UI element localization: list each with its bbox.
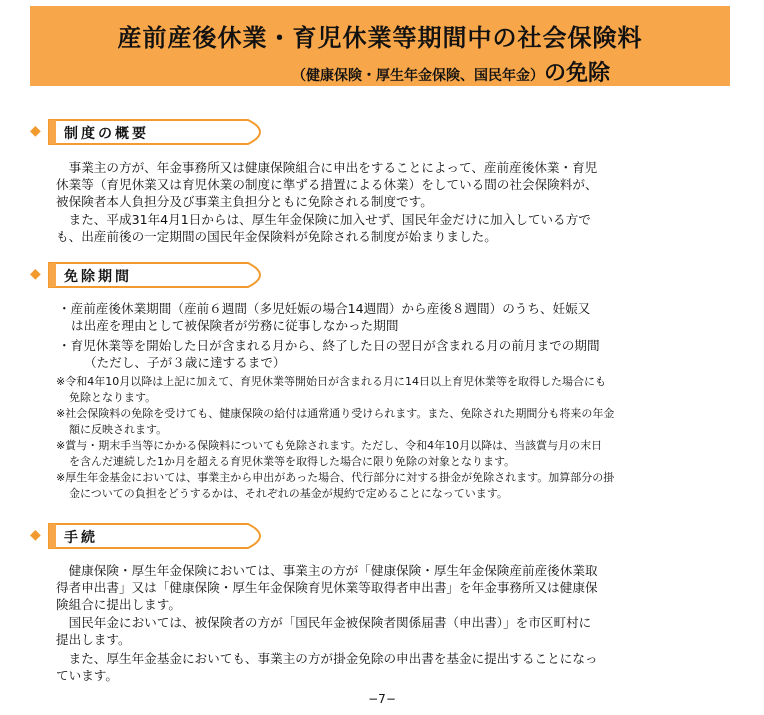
procedure-paragraph-3 — [56, 650, 726, 684]
orange-diamond-icon: ◆ — [30, 266, 41, 282]
exemption-note-3 — [56, 438, 736, 470]
subtitle-main: の免除 — [543, 61, 610, 86]
page-title: 産前産後休業・育児休業等期間中の社会保険料 — [117, 24, 643, 52]
section-heading-label: 手続 — [64, 530, 98, 546]
text-line: 金についての負担をどうするかは、それぞれの基金が規約で定めることになっています。 — [69, 487, 508, 500]
text-line: 提出します。 — [56, 632, 131, 647]
text-line: を含んだ連続した1か月を超える育児休業等を取得した場合に限り免除の対象となります。 — [69, 455, 516, 468]
text-line: 険組合に提出します。 — [56, 597, 181, 612]
orange-diamond-icon: ◆ — [30, 527, 41, 543]
text-line: 事業主の方が、年金事務所又は健康保険組合に申出をすることによって、産前産後休業・育児 — [56, 160, 598, 175]
text-line: 被保険者本人負担分及び事業主負担分ともに免除される制度です。 — [56, 194, 433, 209]
text-line: ※賞与・期末手当等にかかる保険料についても免除されます。ただし、令和4年10月以降は、当該賞与月の末日 — [56, 439, 603, 452]
text-line: ています。 — [56, 668, 118, 683]
text-line: 休業等（育児休業又は育児休業の制度に準ずる措置による休業）をしている間の社会保険料が、 — [56, 177, 598, 192]
orange-diamond-icon: ◆ — [30, 123, 41, 139]
exemption-note-1 — [56, 374, 736, 406]
section-heading-label: 免除期間 — [64, 269, 132, 285]
text-line: ※令和4年10月以降は上記に加えて、育児休業等開始日が含まれる月に14日以上育児休業等を取得した場合にも — [56, 375, 606, 388]
exemption-note-2 — [56, 406, 736, 438]
text-line: ・育児休業等を開始した日が含まれる月から、終了した日の翌日が含まれる月の前月までの期間 — [58, 338, 600, 353]
text-line: また、厚生年金基金においても、事業主の方が掛金免除の申出書を基金に提出することになっ — [56, 651, 598, 666]
text-line: ・産前産後休業期間（産前６週間（多児妊娠の場合14週間）から産後８週間）のうち、妊娠又 — [58, 301, 591, 316]
section-heading-label: 制度の概要 — [64, 126, 149, 142]
text-line: は出産を理由として被保険者が労務に従事しなかった期間 — [71, 318, 399, 333]
page-number: −7− — [368, 692, 396, 706]
text-line: 額に反映されます。 — [69, 423, 168, 436]
text-line: も、出産前後の一定期間の国民年金保険料が免除される制度が始まりました。 — [56, 229, 497, 244]
procedure-paragraph-2 — [56, 614, 726, 648]
exemption-bullet-1 — [58, 300, 728, 334]
text-line: また、平成31年4月1日からは、厚生年金保険に加入せず、国民年金だけに加入している方で — [56, 212, 591, 227]
exemption-bullet-2 — [58, 337, 728, 371]
exemption-note-4 — [56, 470, 736, 502]
text-line: 健康保険・厚生年金保険においては、事業主の方が「健康保険・厚生年金保険産前産後休業取 — [56, 563, 598, 578]
text-line: ※社会保険料の免除を受けても、健康保険の給付は通常通り受けられます。また、免除された期間分も将来の年金 — [56, 407, 615, 420]
text-line: 得者申出書」又は「健康保険・厚生年金保険育児休業等取得者申出書」を年金事務所又は健康保 — [56, 580, 598, 595]
overview-paragraph-2 — [56, 211, 726, 245]
text-line: （ただし、子が３歳に達するまで） — [84, 355, 286, 370]
text-line: 免除となります。 — [69, 391, 157, 404]
overview-paragraph-1 — [56, 159, 726, 210]
procedure-paragraph-1 — [56, 562, 726, 613]
page-subtitle — [292, 56, 610, 87]
subtitle-parenthetical: （健康保険・厚生年金保険、国民年金） — [291, 68, 544, 84]
text-line: ※厚生年金基金においては、事業主から申出があった場合、代行部分に対する掛金が免除されます。加算部分の掛 — [56, 471, 615, 484]
title-banner — [30, 6, 730, 86]
text-line: 国民年金においては、被保険者の方が「国民年金被保険者関係届書（申出書）」を市区町村に — [56, 615, 592, 630]
